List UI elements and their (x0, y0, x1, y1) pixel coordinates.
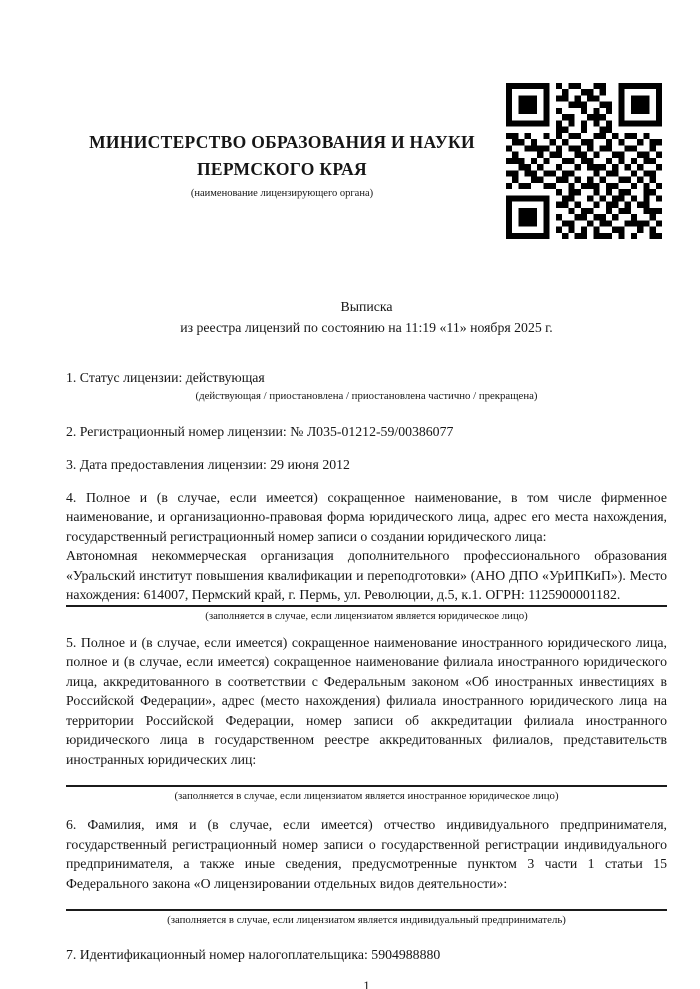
issuing-authority-block (66, 83, 498, 200)
item-5-field-rule (66, 785, 667, 787)
item-6-text: 6. Фамилия, имя и (в случае, если имеется) отчество индивидуального предпринимателя, государственный регистрационный номер записи о государственной регистрации индивидуального предпринимателя, а также иные сведения, предусмотренные пунктом 3 части 1 статьи 15 Федерального закона «О лицензировании отдельных видов деятельности»: (66, 817, 667, 891)
item-5-text: 5. Полное и (в случае, если имеется) сокращенное наименование иностранного юридического лица, полное и (в случае, если имеется) сокращенное наименование филиала иностранного юридического лица, аккредитованного в соответствии с Федеральным законом «Об иностранных инвестициях в Российской Федерации», адрес (место нахождения) филиала иностранного юридического лица на территории Российской Федерации, номер записи об аккредитации филиала иностранного юридического лица в государственном реестре аккредитованных филиалов, представительств иностранных юридических лиц: (66, 634, 667, 767)
authority-caption: (наименование лицензирующего органа) (190, 188, 374, 199)
authority-name-line2: ПЕРМСКОГО КРАЯ (197, 159, 367, 179)
item-4-legal-entity-section (66, 488, 667, 623)
page-number: 1 (363, 977, 370, 989)
item-6-field-rule (66, 909, 667, 911)
item-3-grant-date: 3. Дата предоставления лицензии: 29 июня 2012 (66, 457, 350, 472)
item-5-foreign-entity-section (66, 633, 667, 804)
document-title-block (66, 296, 667, 338)
item-7-taxpayer-number: 7. Идентификационный номер налогоплательщика: 5904988880 (66, 947, 441, 962)
document-header (66, 83, 667, 239)
item-1-caption: (действующая / приостановлена / приостановлена частично / прекращена) (195, 389, 538, 402)
item-4-licensee-value: Автономная некоммерческая организация дополнительного профессионального образования «Уральский институт повышения квалификации и переподготовки» (АНО ДПО «УрИПКиП»). Место нахождения: 614007, Пермский край, г. Пермь, ул. Революции, д.5, к.1. ОГРН: 1125900001182. (66, 548, 667, 602)
authority-name-line1: МИНИСТЕРСТВО ОБРАЗОВАНИЯ И НАУКИ (89, 132, 475, 152)
extract-subtitle: из реестра лицензий по состоянию на 11:19 «11» ноября 2025 г. (180, 320, 553, 335)
item-4-text: 4. Полное и (в случае, если имеется) сокращенное наименование, в том числе фирменное наименование, и организационно-правовая форма юридического лица, адрес его места нахождения, государственный регистрационный номер записи о создании юридического лица: (66, 489, 667, 544)
item-2-registration-number: 2. Регистрационный номер лицензии: № Л035-01212-59/00386077 (66, 423, 454, 439)
item-6-entrepreneur-section (66, 815, 667, 927)
extract-title: Выписка (340, 299, 393, 314)
item-6-caption: (заполняется в случае, если лицензиатом является индивидуальный предприниматель) (167, 914, 566, 926)
qr-code (506, 83, 662, 239)
item-4-field-rule (66, 605, 667, 607)
item-4-caption: (заполняется в случае, если лицензиатом является юридическое лицо) (205, 609, 528, 622)
item-5-blank-field (66, 769, 667, 785)
item-6-blank-field (66, 893, 667, 909)
item-5-caption: (заполняется в случае, если лицензиатом является иностранное юридическое лицо) (174, 790, 559, 802)
item-1-license-status: 1. Статус лицензии: действующая (66, 370, 265, 385)
